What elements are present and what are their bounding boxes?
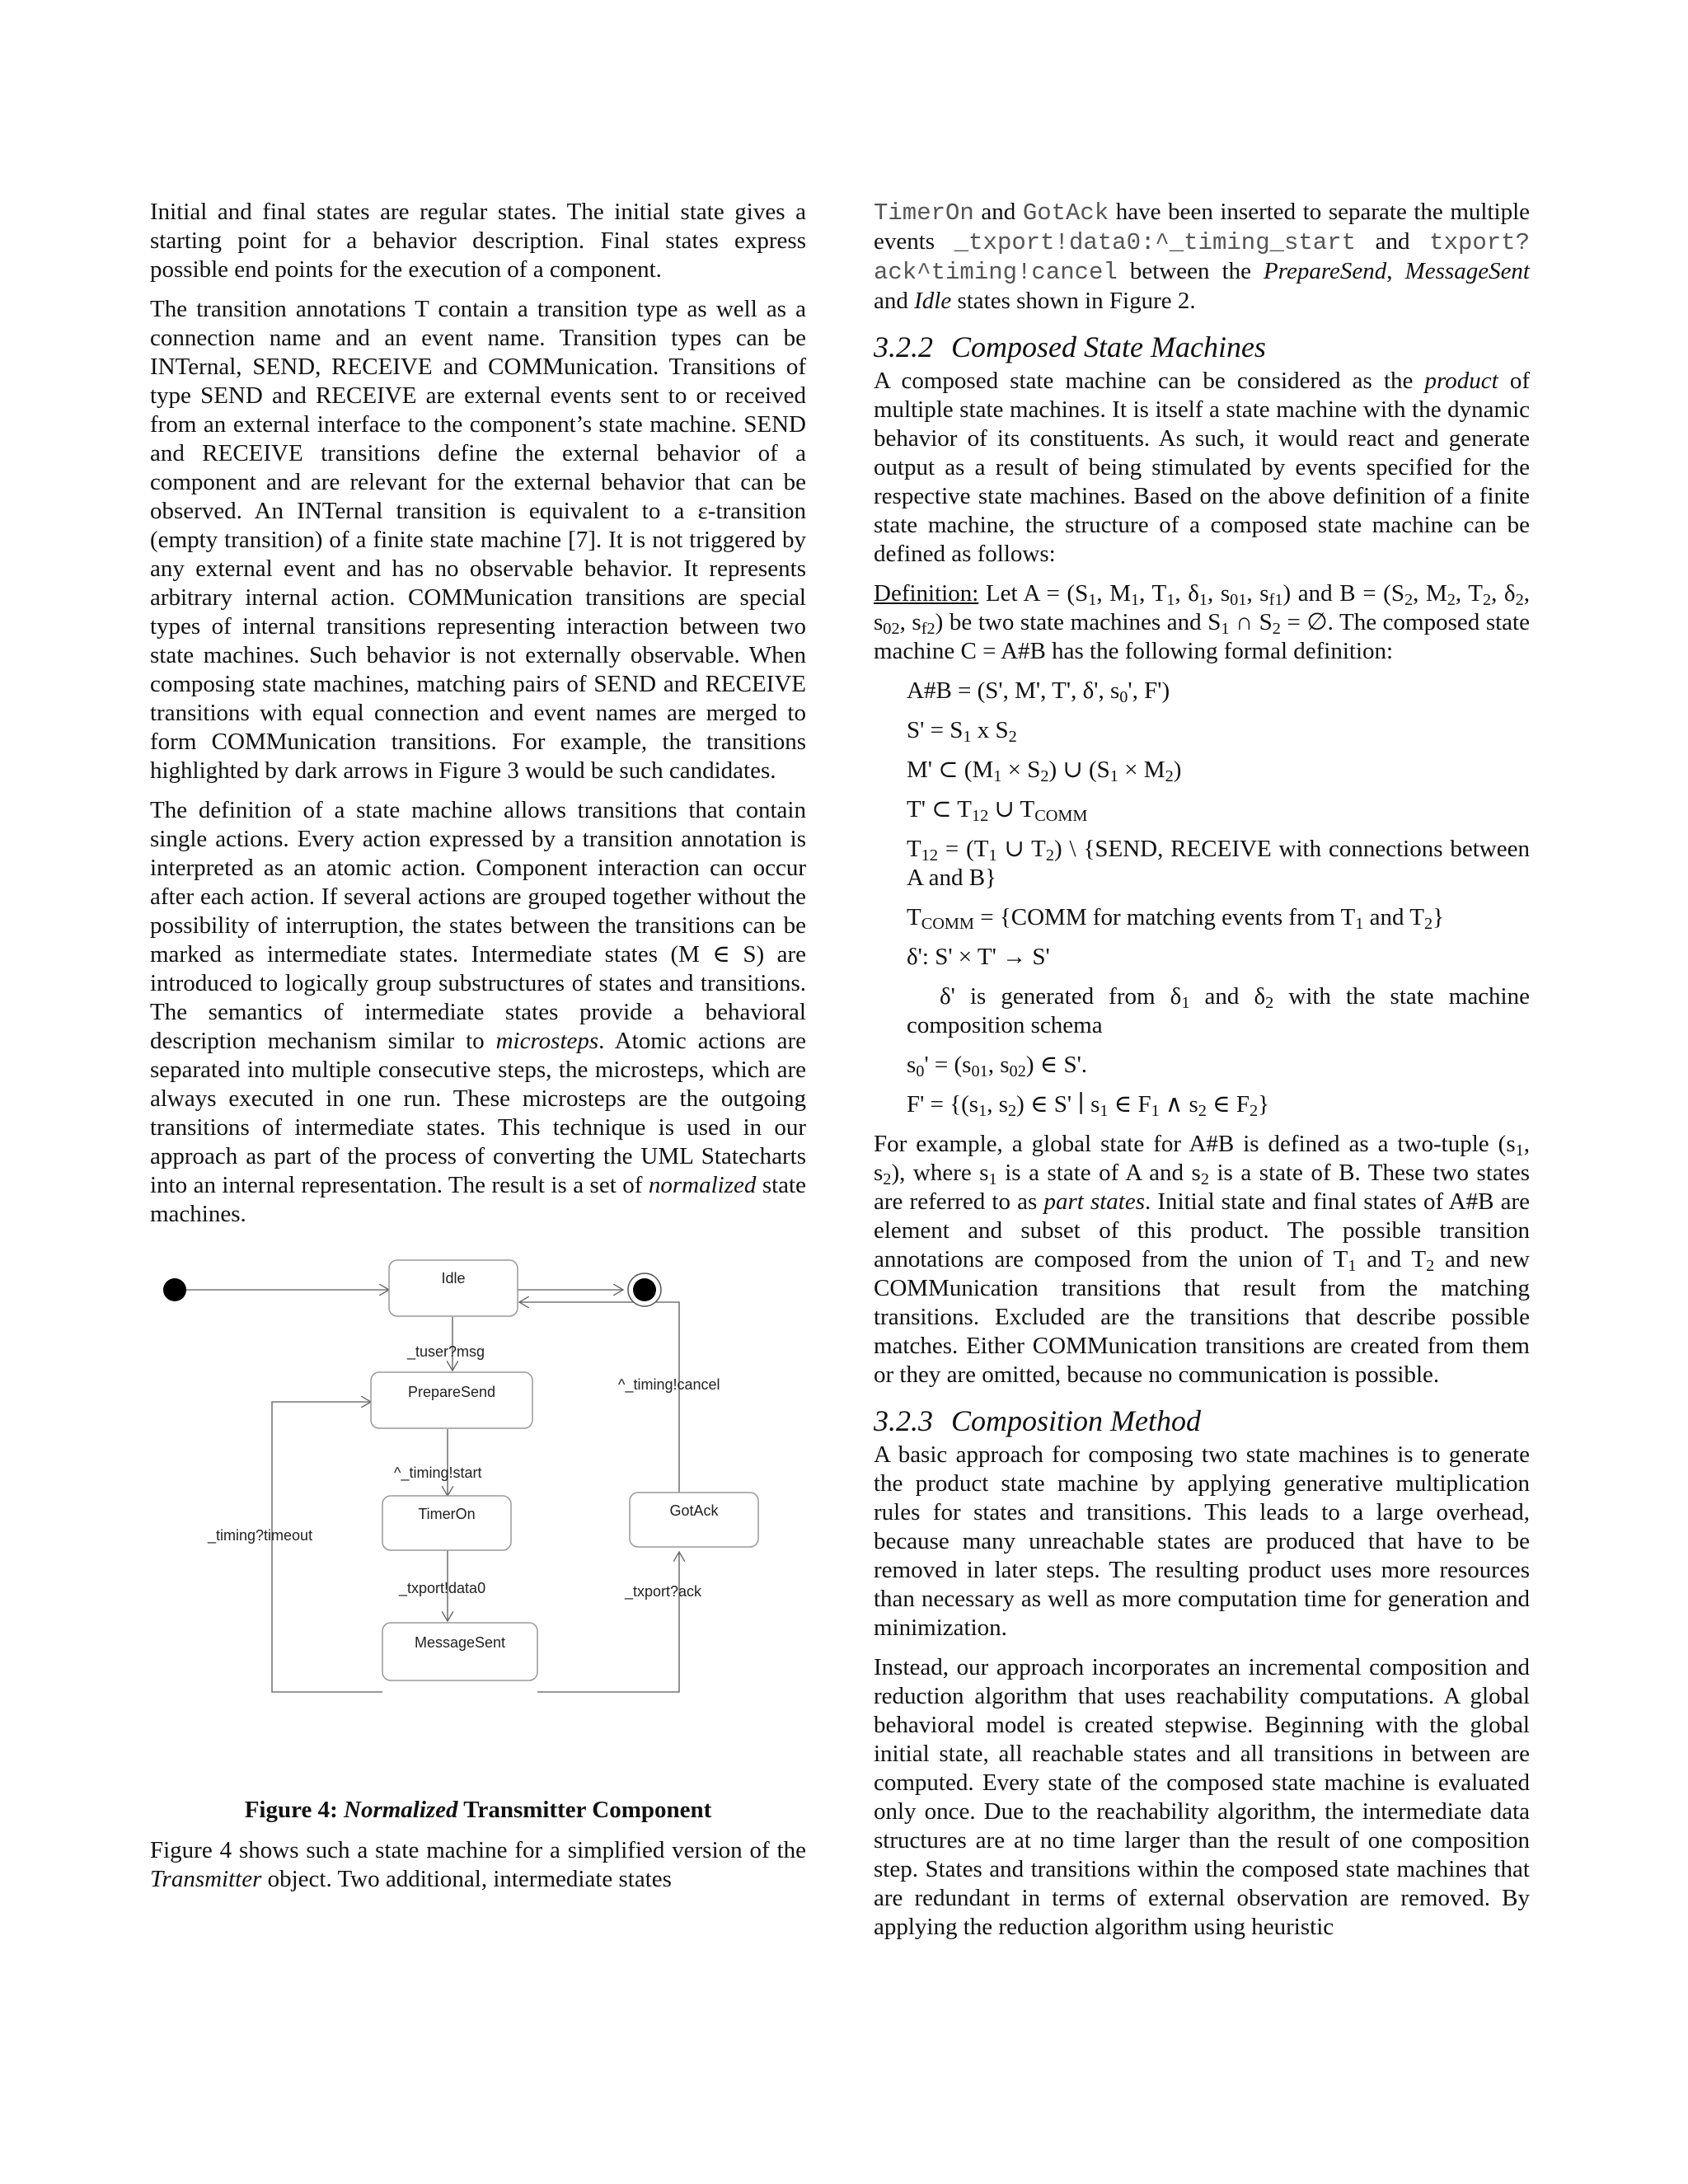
formula-intermediate-set: M' ⊂ $(M_1 \times S_2)$ ∪ $(S_1 \times M_2)$ <box>907 757 1182 785</box>
state-box-idle <box>389 1260 518 1316</box>
state-label-timeron: TimerOn <box>418 1506 476 1522</box>
formula-state-set: $S' = S_1$ x $S_2$ <box>907 717 1017 746</box>
edge-messagesent-to-preparesend <box>272 1402 382 1692</box>
formula-transition-set: T' ⊂ $T_{12}$ ∪ $T_{COMM}$ <box>907 796 1088 825</box>
right-column <box>874 198 1530 1952</box>
initial-state-dot <box>163 1278 186 1301</box>
section-heading-3-2-2: 3.2.2 Composed State Machines <box>874 330 1266 363</box>
state-label-preparesend: PrepareSend <box>407 1384 496 1400</box>
formula-delta: δ': S' × T' → S' <box>907 944 1050 970</box>
state-box-messagesent <box>382 1623 537 1680</box>
state-label-messagesent: MessageSent <box>414 1634 506 1651</box>
edge-gotack-to-idle <box>519 1302 679 1493</box>
figure-4-caption: Figure 4: Normalized Transmitter Component <box>244 1797 712 1823</box>
paragraph-global-state-example: For example, a global state for A#B is defined as a two-tuple ($s_1$, $s_2$), where $s_1$ is a state of A and $s_2$ is a state of B. These two states are referred to as part states. Initial state and final states of A#B are element and subset of this product. The possible transition annotations are composed from the union of $T_1$ and $T_2$ and new COMMunication transitions that result from the matching transitions. Excluded are the transitions that describe possible matches. Either COMMunication transitions are created from them or they are omitted, because no communication is possible. <box>874 1131 1531 1388</box>
paragraph-definition: Definition: Let $A = (S_1$, $M_1$, $T_1$, $\delta_1$, $s_{01}$, $s_{f1}$) and $B = (S_2$, $M_2$, $T_2$, $\delta_2$, $s_{02}$, $s_{f2}$) be two state machines and $S_1$ ∩ $S_2$ = ∅. The composed state machine C = A#B has the following formal definition: <box>874 580 1530 664</box>
paragraph-intermediate-states: The definition of a state machine allows transitions that contain single actions. Every action expressed by a transition annotation is interpreted as an atomic action. Component interaction can occur after each action. If several actions are grouped together without the possibility of interruption, the states between the transitions can be marked as intermediate states. Intermediate states (M ∈ S) are introduced to logically group substructures of states and transitions. The semantics of intermediate states provide a behavioral description mechanism similar to microsteps. Atomic actions are separated into multiple consecutive steps, the microsteps, which are always executed in one run. These microsteps are the outgoing transitions of intermediate states. This technique is used in our approach as part of the process of converting the UML Statecharts into an internal representation. The result is a set of normalized state machines. <box>150 797 807 1227</box>
paragraph-intermediate-continuation: TimerOn and GotAck have been inserted to separate the multiple events _txport!data0:^_timing_start and txport?ack^timing!cancel between the PrepareSend, MessageSent and Idle states shown in Figure 2. <box>874 199 1531 314</box>
state-box-timeron <box>382 1496 511 1550</box>
final-state-dot <box>633 1278 656 1301</box>
state-box-preparesend <box>371 1372 532 1428</box>
paragraph-basic-approach: A basic approach for composing two state machines is to generate the product state machine by applying generative multiplication rules for states and transitions. This leads to a large overhead, because many unreachable states are produced that have to be removed in later steps. The resulting product uses more resources than necessary as well as more computation time for generation and minimization. <box>874 1441 1530 1641</box>
section-heading-3-2-3: 3.2.3 Composition Method <box>874 1404 1201 1437</box>
formula-delta-description: δ' is generated from $\delta_1$ and $\delta_2$ with the state machine composition schema <box>907 983 1530 1038</box>
transition-label-timing-cancel: ^_timing!cancel <box>618 1376 720 1393</box>
transition-label-timing-timeout: _timing?timeout <box>208 1527 313 1544</box>
state-label-gotack: GotAck <box>669 1502 719 1519</box>
state-diagram-svg <box>150 1249 806 1793</box>
transition-label-txport-data0: _txport!data0 <box>399 1580 486 1596</box>
paragraph-incremental-algorithm: Instead, our approach incorporates an incremental composition and reduction algorithm that uses reachability computations. A global behavioral model is created stepwise. Beginning with the global initial state, all reachable states and all transitions in between are computed. Every state of the composed state machine is evaluated only once. Due to the reachability algorithm, the intermediate data structures are at no time larger than the result of one composition step. States and transitions within the composed state machines that are redundant in terms of external observation are removed. By applying the reduction algorithm using heuristic <box>874 1654 1530 1940</box>
edge-messagesent-to-gotack <box>537 1552 679 1692</box>
paragraph-figure4-description: Figure 4 shows such a state machine for a simplified version of the Transmitter object. Two additional, intermediate states <box>150 1837 806 1892</box>
paragraph-initial-final-states: Initial and final states are regular states. The initial state gives a starting point for a behavior description. Final states express possible end points for the execution of a component. <box>150 199 806 283</box>
paragraph-composed-state-machines: A composed state machine can be considered as the product of multiple state machines. It is itself a state machine with the dynamic behavior of its constituents. As such, it would react and generate output as a result of being stimulated by events specified for the respective state machines. Based on the above definition of a finite state machine, the structure of a composed state machine can be defined as follows: <box>874 368 1530 567</box>
formula-composition-tuple: A#B = (S', M', T', δ', $s_0'$, F') <box>907 677 1170 706</box>
formula-final-states: $F' = \{(s_1$, $s_2$) ∈ S' ∣ $s_1$ ∈ $F_1$ ∧ $s_2$ ∈ $F_2$} <box>907 1091 1270 1120</box>
formula-tcomm: $T_{COMM}$ = {COMM for matching events from $T_1$ and $T_2$} <box>907 904 1444 933</box>
transition-label-tuser-msg: _tuser?msg <box>407 1343 485 1360</box>
paragraph-transition-annotations: The transition annotations T contain a transition type as well as a connection name and an event name. Transition types can be INTernal, SEND, RECEIVE and COMMunication. Transitions of type SEND and RECEIVE are external events sent to or received from an external interface to the component’s state machine. SEND and RECEIVE transitions define the external behavior of a component and are relevant for the external behavior that can be observed. An INTernal transition is equivalent to a ε-transition (empty transition) of a finite state machine [7]. It is not triggered by any external event and has no observable behavior. It represents arbitrary internal action. COMMunication transitions are special types of internal transitions representing interaction between two state machines. Such behavior is not externally observable. When composing state machines, matching pairs of SEND and RECEIVE transitions with equal connection and event names are merged to form COMMunication transitions. For example, the transitions highlighted by dark arrows in Figure 3 would be such candidates. <box>150 296 806 784</box>
state-box-gotack <box>630 1493 758 1547</box>
formula-t12: $T_{12} = (T_1$ ∪ $T_2$) \ {SEND, RECEIVE with connections between A and B} <box>907 836 1530 891</box>
state-label-idle: Idle <box>441 1270 466 1286</box>
figure-4-state-diagram <box>150 1249 806 1793</box>
left-column <box>150 198 806 1905</box>
transition-label-txport-ack: _txport?ack <box>625 1583 702 1600</box>
transition-label-timing-start: ^_timing!start <box>394 1465 482 1481</box>
formula-initial-state: $s_0' = (s_{01}$, $s_{02}$) ∈ S'. <box>907 1052 1088 1080</box>
